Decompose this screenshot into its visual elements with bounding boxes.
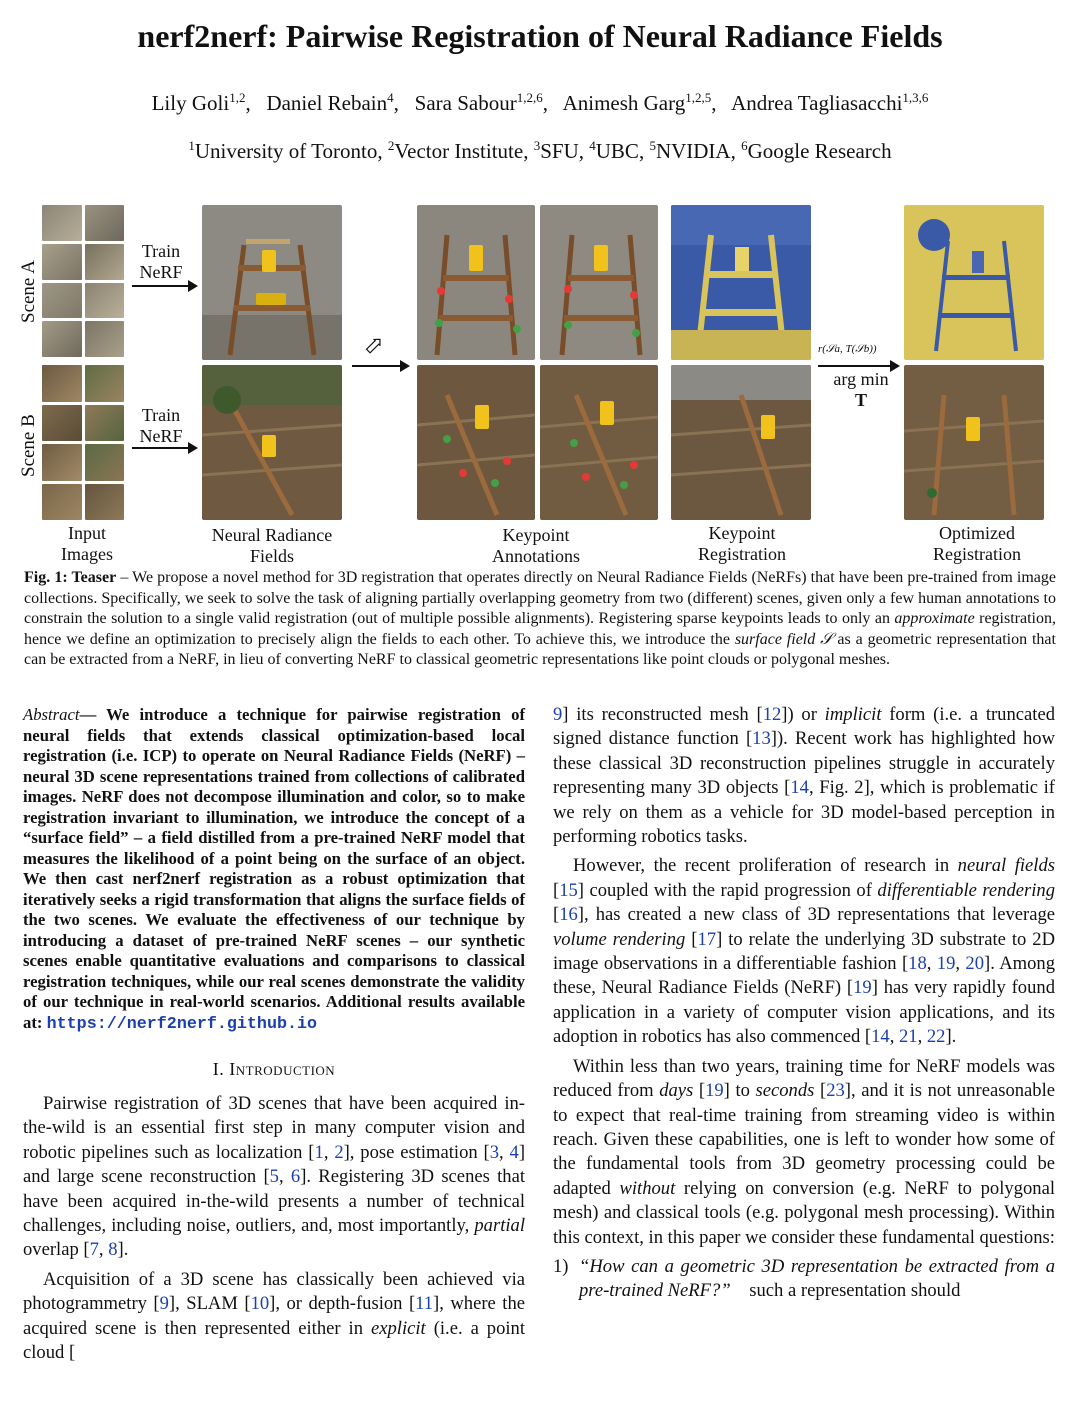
citation-link[interactable]: 13 bbox=[752, 728, 771, 750]
keypoint-registration-result bbox=[671, 365, 811, 520]
train-nerf-label-b: Train NeRF bbox=[139, 405, 183, 446]
emphasis-text: explicit bbox=[370, 1317, 426, 1339]
text-run: ], has created a new class of 3D representations that leverage bbox=[577, 904, 1055, 926]
keypoint-annotation-b1 bbox=[417, 365, 535, 520]
nerf-render-scene-a bbox=[202, 205, 342, 360]
input-thumbnail bbox=[42, 484, 82, 521]
input-thumbnail bbox=[42, 283, 82, 319]
text-run: [ bbox=[553, 879, 560, 901]
input-thumbnail bbox=[85, 321, 125, 357]
emphasis-text: seconds bbox=[755, 1080, 815, 1102]
author-name: Sara Sabour bbox=[414, 91, 517, 115]
question-list-item bbox=[553, 1255, 1055, 1304]
affiliation-name: Vector Institute bbox=[394, 139, 524, 163]
text-run: Pairwise registration of 3D scenes that have been acquired in-the-wild is an essential first step in many computer vision and robotic pipelines such as localization [ bbox=[23, 1093, 525, 1163]
emphasis-text: differentiable rendering bbox=[877, 879, 1055, 901]
text-run: ] coupled with the rapid progression of bbox=[577, 879, 878, 901]
text-run: ] its reconstructed mesh [ bbox=[562, 704, 763, 725]
citation-link[interactable]: 12 bbox=[762, 704, 782, 725]
figure-caption-label: Fig. 1: Teaser bbox=[24, 569, 117, 586]
keypoint-annotation-a1 bbox=[417, 205, 535, 360]
input-thumbnail bbox=[85, 405, 125, 442]
emphasis-text: partial bbox=[474, 1215, 525, 1237]
train-nerf-label-a: Train NeRF bbox=[139, 241, 183, 282]
abstract-dash: — bbox=[79, 705, 107, 724]
argmin-text: arg min bbox=[833, 369, 889, 389]
caption-keypoint-annotations: Keypoint Annotations bbox=[492, 525, 580, 566]
caption-text: as a geometric representation that can be extracted from a NeRF, in lieu of converting NeRF to classical geometric representations like point clouds or polygonal meshes. bbox=[24, 630, 1056, 668]
text-run: , bbox=[889, 1026, 899, 1048]
author-affil-sup: 1,2 bbox=[229, 90, 246, 105]
citation-link[interactable]: 19 bbox=[853, 977, 872, 999]
list-number: 1) bbox=[553, 1255, 569, 1277]
citation-link[interactable]: 6 bbox=[290, 1166, 301, 1188]
text-run: ] and large scene reconstruction [ bbox=[23, 1141, 526, 1188]
citation-link[interactable]: 7 bbox=[89, 1239, 99, 1261]
intro-paragraph-2-start bbox=[23, 1268, 525, 1366]
affiliation-name: SFU bbox=[540, 139, 579, 163]
input-thumbnail bbox=[42, 321, 82, 357]
section-title: Introduction bbox=[229, 1059, 336, 1079]
left-column bbox=[23, 705, 525, 1365]
citation-link[interactable]: 8 bbox=[108, 1239, 118, 1261]
scene-a-input-images bbox=[42, 205, 124, 357]
figure-caption bbox=[24, 568, 1056, 671]
author-affil-sup: 1,2,5 bbox=[685, 90, 712, 105]
caption-emphasis: surface field 𝒮 bbox=[734, 630, 833, 648]
citation-link[interactable]: 10 bbox=[250, 1293, 270, 1315]
caption-keypoint-registration: Keypoint Registration bbox=[698, 523, 786, 564]
citation-link[interactable]: 9 bbox=[553, 704, 563, 725]
scene-b-label: Scene B bbox=[18, 414, 39, 477]
text-run: overlap [ bbox=[23, 1239, 90, 1261]
input-thumbnail bbox=[42, 244, 82, 280]
affiliation-name: NVIDIA bbox=[655, 139, 731, 163]
text-run: ]). Recent work has highlighted how these classical 3D reconstruction pipelines struggle in accurately representing many 3D objects [ bbox=[553, 728, 1055, 799]
citation-link[interactable]: 22 bbox=[926, 1026, 946, 1048]
author-name: Animesh Garg bbox=[562, 91, 686, 115]
emphasis-text: volume rendering bbox=[553, 928, 686, 950]
abstract-text: We introduce a technique for pairwise registration of neural fields that extends classical optimization-based local registration (i.e. ICP) to operate on Neural Radiance Fields (NeRF) – neural 3D scene representations trained from collections of calibrated images. NeRF does not decompose illumination and color, so to make registration invariant to illumination, we introduce the concept of a “surface field” – a field distilled from a pre-trained NeRF model that measures the likelihood of a point being on the surface of an object. We then cast nerf2nerf registration as a robust optimization that iteratively seeks a rigid transformation that aligns the surface fields of the two scenes. We evaluate the effectiveness of our technique by introducing a dataset of pre-trained NeRF scenes – our synthetic scenes enable quantitative evaluations and comparisons to classical registration techniques, while our real scenes demonstrate the validity of our technique in real-world scenarios. Additional results available at: bbox=[23, 705, 526, 1032]
caption-optimized-registration: Optimized Registration bbox=[933, 523, 1021, 564]
text-run: ], where the acquired scene is then represented either in bbox=[23, 1293, 525, 1339]
residual-formula: r(𝒮a, T(𝒮b)) bbox=[818, 343, 877, 355]
citation-link[interactable]: 19 bbox=[705, 1080, 724, 1102]
emphasis-text: without bbox=[619, 1177, 676, 1199]
emphasis-text: days bbox=[659, 1080, 694, 1102]
input-thumbnail bbox=[85, 283, 125, 319]
affil-sup: 1 bbox=[188, 138, 195, 153]
abstract bbox=[23, 705, 525, 1035]
text-run: ]. bbox=[117, 1239, 129, 1261]
optimization-arrow bbox=[818, 365, 898, 367]
citation-link[interactable]: 15 bbox=[559, 879, 578, 901]
train-nerf-arrow-b bbox=[132, 447, 196, 449]
nerf-render-scene-b bbox=[202, 365, 342, 520]
text-run: ], pose estimation [ bbox=[343, 1141, 490, 1163]
citation-link[interactable]: 14 bbox=[871, 1026, 890, 1048]
text-run: (i.e. a point cloud [ bbox=[23, 1317, 526, 1364]
citation-link[interactable]: 5 bbox=[269, 1166, 279, 1188]
caption-input-images: Input Images bbox=[61, 523, 113, 564]
author-list: Lily Goli$^{1,2}$, Daniel Rebain$^4$, Sara Sabour$^{1,2,6}$, Animesh Garg$^{1,2,5}$, Andrea Tagliasacchi$^{1,3,6}$ bbox=[151, 90, 929, 115]
emphasis-text: implicit bbox=[824, 704, 882, 725]
keypoint-registration-surface bbox=[671, 205, 811, 360]
intro-paragraph-2-cont bbox=[553, 703, 1055, 849]
citation-link[interactable]: 11 bbox=[415, 1293, 434, 1315]
text-run: form (i.e. a truncated signed distance function [ bbox=[553, 704, 1055, 750]
text-run: ], SLAM [ bbox=[168, 1293, 251, 1315]
text-run: , bbox=[917, 1026, 927, 1048]
text-run: [ bbox=[814, 1080, 827, 1102]
text-run: , bbox=[98, 1239, 109, 1261]
affil-sup: 3 bbox=[533, 138, 541, 153]
argmin-label bbox=[818, 369, 904, 411]
input-thumbnail bbox=[42, 365, 82, 402]
argmin-variable: T bbox=[854, 390, 867, 410]
text-run: ] has very rapidly found application in a variety of computer vision applications, and its adoption in robotics has also commenced [ bbox=[553, 977, 1055, 1048]
citation-link[interactable]: 23 bbox=[826, 1080, 845, 1102]
caption-neural-radiance-fields: Neural Radiance Fields bbox=[211, 525, 333, 566]
citation-link[interactable]: 21 bbox=[898, 1026, 918, 1048]
affiliation-name: University of Toronto bbox=[194, 139, 378, 163]
text-run: ], and it is not unreasonable to expect that real-time training from streaming video is within reach. Given these capabilities, one is left to wonder how some of the fundamental tools from 3D geometry processing could be adapted bbox=[553, 1080, 1056, 1199]
author-name: Andrea Tagliasacchi bbox=[731, 91, 903, 115]
question-text: “How can a geometric 3D representation be extracted from a pre-trained NeRF?” bbox=[579, 1255, 1055, 1302]
input-thumbnail bbox=[42, 205, 82, 241]
keypoint-annotation-a2 bbox=[540, 205, 658, 360]
text-run: , Fig. 2], which is problematic if we rely on them as a vehicle for 3D model-based perception in performing robotics tasks. bbox=[553, 777, 1055, 848]
citation-link[interactable]: 17 bbox=[697, 928, 717, 950]
text-run: such a representation should bbox=[749, 1280, 961, 1302]
text-run: , bbox=[955, 953, 966, 975]
text-run: ]. Registering 3D scenes that have been acquired in-the-wild presents a number of technical challenges, including noise, outliers, and, most importantly, bbox=[23, 1166, 526, 1237]
affiliation-list: $^1$University of Toronto, $^2$Vector Institute, $^3$SFU, $^4$UBC, $^5$NVIDIA, $^6$Google Research bbox=[188, 138, 892, 163]
affil-sup: 6 bbox=[741, 138, 748, 153]
affiliation-name: Google Research bbox=[747, 139, 892, 163]
cursor-click-icon: ⬀ bbox=[364, 333, 385, 359]
author-affil-sup: 1,2,6 bbox=[516, 90, 543, 105]
project-url-link[interactable]: https://nerf2nerf.github.io bbox=[46, 1014, 318, 1034]
keypoint-annotation-b2 bbox=[540, 365, 658, 520]
optimized-registration-surface bbox=[904, 205, 1044, 360]
citation-link[interactable]: 2 bbox=[334, 1141, 344, 1163]
citation-link[interactable]: 14 bbox=[790, 777, 809, 799]
text-run: Acquisition of a 3D scene has classically been achieved via photogrammetry [ bbox=[23, 1268, 525, 1315]
citation-link[interactable]: 1 bbox=[314, 1141, 324, 1163]
optimized-registration-result bbox=[904, 365, 1044, 520]
text-run: ]) or bbox=[781, 704, 825, 725]
citation-link[interactable]: 4 bbox=[509, 1141, 519, 1163]
text-run: However, the recent proliferation of research in bbox=[573, 855, 958, 877]
intro-paragraph-3 bbox=[553, 854, 1055, 1049]
citation-link[interactable]: 3 bbox=[489, 1141, 500, 1163]
input-thumbnail bbox=[85, 244, 125, 280]
affil-sup: 2 bbox=[387, 138, 395, 153]
citation-link[interactable]: 20 bbox=[965, 953, 985, 975]
input-thumbnail bbox=[85, 484, 125, 521]
scene-b-input-images bbox=[42, 365, 124, 520]
text-run: ]. Among these, Neural Radiance Fields (NeRF) [ bbox=[553, 953, 1055, 999]
author-name: Daniel Rebain bbox=[266, 91, 388, 115]
annotation-arrow bbox=[352, 365, 408, 367]
author-affil-sup: 1,3,6 bbox=[902, 90, 929, 105]
text-run: relying on conversion (e.g. NeRF to polygonal mesh) and classical tools (e.g. polygonal mesh processing). Within this context, in this paper we consider these fundamental questions: bbox=[553, 1177, 1055, 1248]
intro-paragraph-4 bbox=[553, 1055, 1055, 1250]
input-thumbnail bbox=[85, 444, 125, 481]
author-name: Lily Goli bbox=[151, 91, 230, 115]
citation-link[interactable]: 9 bbox=[159, 1293, 169, 1315]
citation-link[interactable]: 16 bbox=[559, 904, 578, 926]
input-thumbnail bbox=[42, 444, 82, 481]
input-thumbnail bbox=[85, 365, 125, 402]
affil-sup: 4 bbox=[589, 138, 596, 153]
train-nerf-arrow-a bbox=[132, 285, 196, 287]
text-run: ] to relate the underlying 3D substrate to 2D image observations in a differentiable fashion [ bbox=[553, 928, 1056, 975]
intro-paragraph-1 bbox=[23, 1092, 525, 1263]
text-run: [ bbox=[693, 1080, 706, 1102]
paper-title: nerf2nerf: Pairwise Registration of Neural Radiance Fields bbox=[137, 18, 943, 54]
emphasis-text: neural fields bbox=[957, 855, 1056, 877]
text-run: ]. bbox=[945, 1026, 957, 1048]
citation-link[interactable]: 19 bbox=[936, 953, 956, 975]
section-heading bbox=[23, 1059, 525, 1080]
text-run: , bbox=[926, 953, 937, 975]
input-thumbnail bbox=[85, 205, 125, 241]
text-run: ], or depth-fusion [ bbox=[269, 1293, 416, 1315]
text-run: [ bbox=[553, 904, 560, 926]
affil-sup: 5 bbox=[649, 138, 656, 153]
abstract-label: Abstract bbox=[23, 705, 80, 724]
caption-text: – We propose a novel method for 3D registration that operates directly on Neural Radiance Fields (NeRFs) that have been pre-trained from image collections. Specifically, we seek to solve the task of aligning partially overlapping geometry from two (different) scenes, given only a few human annotations to constrain the solution to a single valid registration (out of multiple possible alignments). Registering sparse keypoints leads to only an bbox=[24, 569, 1056, 627]
text-run: [ bbox=[685, 928, 698, 950]
text-run: , bbox=[323, 1141, 335, 1163]
text-run: , bbox=[278, 1166, 291, 1188]
caption-emphasis: approximate bbox=[894, 610, 975, 627]
right-column bbox=[553, 703, 1055, 1304]
text-run: Within less than two years, training time for NeRF models was reduced from bbox=[553, 1055, 1055, 1102]
section-number: I. bbox=[212, 1059, 225, 1079]
teaser-figure bbox=[0, 195, 1080, 570]
citation-link[interactable]: 18 bbox=[908, 953, 927, 975]
text-run: ] to bbox=[723, 1080, 756, 1102]
input-thumbnail bbox=[42, 405, 82, 442]
author-affil-sup: 4 bbox=[387, 90, 394, 105]
affiliation-name: UBC bbox=[595, 139, 639, 163]
text-run: , bbox=[499, 1141, 510, 1163]
scene-a-label: Scene A bbox=[18, 260, 39, 323]
caption-text: registration, hence we define an optimization to precisely align the fields to each other. To achieve this, we introduce the bbox=[24, 610, 1056, 648]
